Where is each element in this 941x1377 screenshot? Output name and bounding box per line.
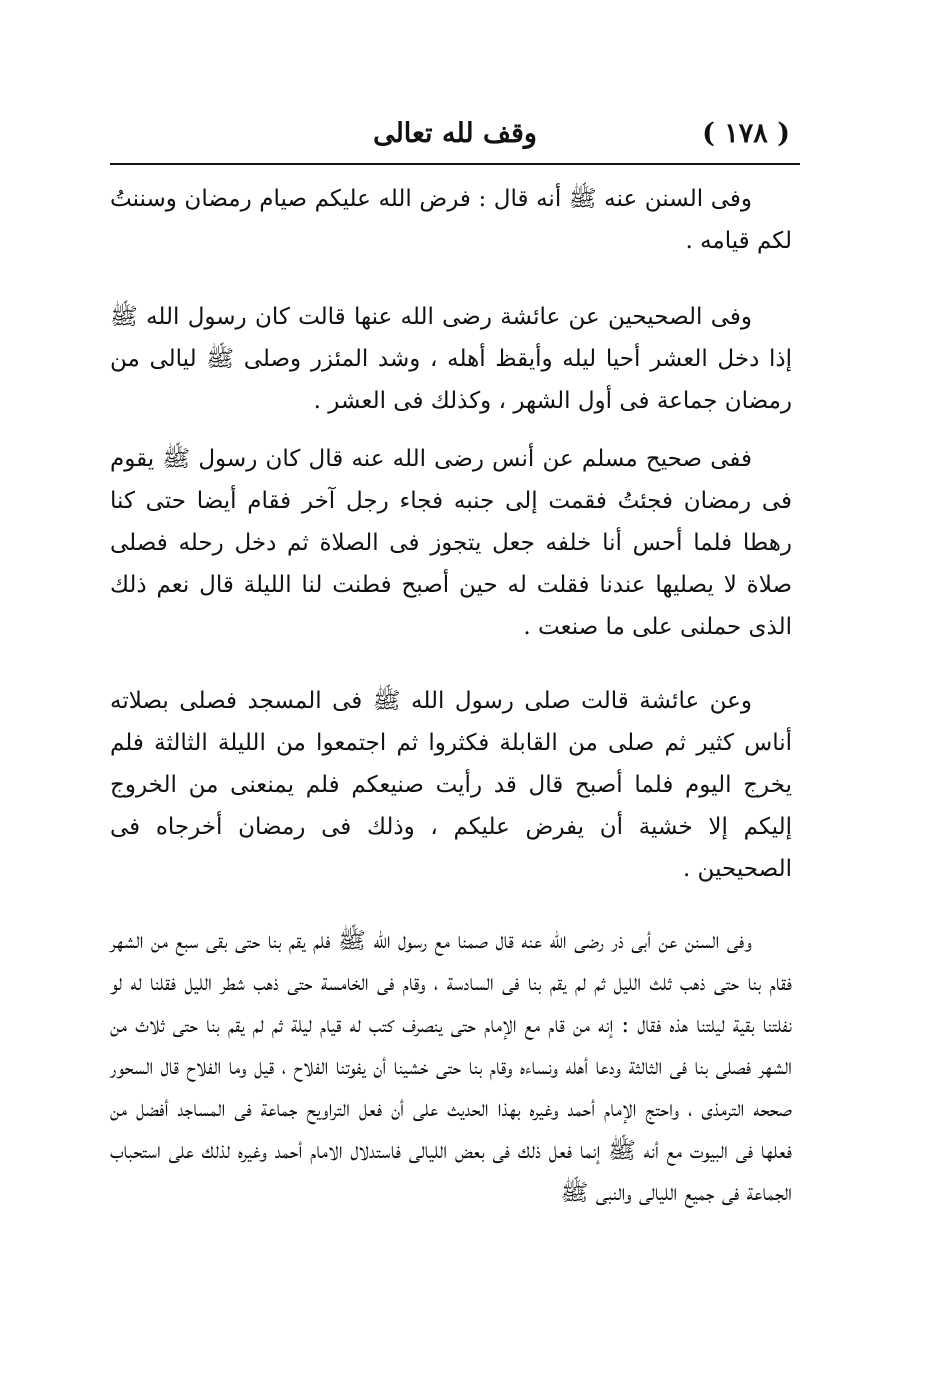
paragraph-5: وفى السنن عن أبى ذر رضى الله عنه قال صمنا مع رسول الله ﷺ فلم يقم بنا حتى بقى سبع من الشهر فقام بنا حتى ذهب ثلث الليل ثم لم يقم بنا فى السادسة ، وقام فى الخامسة حتى ذهب شطر الليل فقلنا له لو نفلتنا بقية ليلتنا هذه فقال : إنه من قام مع الإمام حتى ينصرف كتب له قيام ليلة ثم لم يقم بنا حتى ثلاث من الشهر فصلى بنا فى الثالثة ودعا أهله ونساءه وقام بنا حتى خشينا أن يفوتنا الفلاح ، قيل وما الفلاح قال السحور صححه الترمذى ، واحتج الإمام أحمد وغيره بهذا الحديث على أن فعل التراويح جماعة فى المساجد أفضل من فعلها فى البيوت مع أنه ﷺ إنما فعل ذلك فى بعض الليالى فاستدلال الامام أحمد وغيره لذلك على استحباب الجماعة فى جميع الليالى والنبى ﷺ	[110, 928, 792, 1206]
paragraph-3: ففى صحيح مسلم عن أنس رضى الله عنه قال كان رسول ﷺ يقوم فى رمضان فجئتُ فقمت إلى جنبه فجاء رجل آخر فقام أيضا حتى كنا رهطا فلما أحس أنا خلفه جعل يتجوز فى الصلاة ثم دخل رحله فصلى صلاة لا يصليها عندنا فقلت له حين أصبح فطنت لنا الليلة قال نعم ذلك الذى حملنى على ما صنعت .	[110, 446, 792, 640]
page-body	[110, 178, 792, 1214]
page-title: وقف لله تعالى	[373, 118, 537, 149]
page-header	[110, 112, 800, 162]
paragraph-1: وفى السنن عنه ﷺ أنه قال : فرض الله عليكم صيام رمضان وسننتُ لكم قيامه .	[110, 186, 792, 254]
page-number: ( ١٧٨ )	[702, 118, 790, 149]
paragraph-2: وفى الصحيحين عن عائشة رضى الله عنها قالت كان رسول الله ﷺ إذا دخل العشر أحيا ليله وأيقظ أهله ، وشد المئزر وصلى ﷺ ليالى من رمضان جماعة فى أول الشهر ، وكذلك فى العشر .	[110, 304, 792, 414]
paragraph-4: وعن عائشة قالت صلى رسول الله ﷺ فى المسجد فصلى بصلاته أناس كثير ثم صلى من القابلة فكثروا ثم اجتمعوا من الليلة الثالثة فلم يخرج اليوم فلما أصبح قال قد رأيت صنيعكم فلم يمنعنى من الخروج إليكم إلا خشية أن يفرض عليكم ، وذلك فى رمضان أخرجاه فى الصحيحين .	[110, 688, 792, 882]
header-divider	[110, 163, 800, 165]
